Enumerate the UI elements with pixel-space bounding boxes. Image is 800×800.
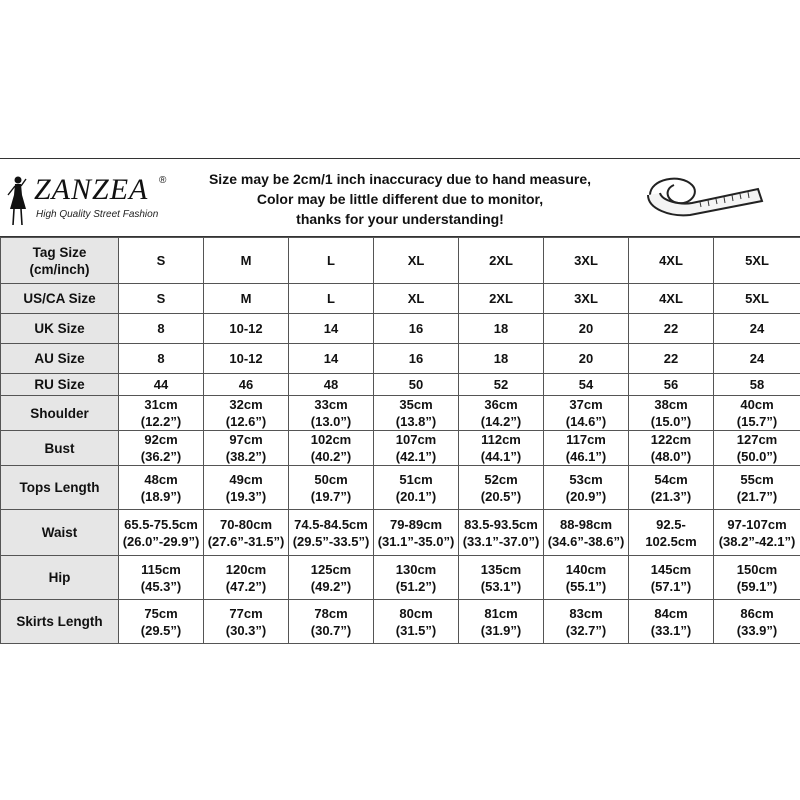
row-header-line: AU Size [34,351,85,366]
cell-line: 75cm [144,605,178,621]
cell-line: 4XL [659,291,683,306]
cell-line: 22 [663,351,679,366]
cell-line: 2XL [489,253,513,268]
cell-line: 125cm [310,561,352,577]
cell-line: (12.6”) [225,414,267,429]
table-cell [374,396,459,431]
table-row [1,284,800,314]
table-cell [204,238,289,284]
cell-line: 107cm [395,432,437,447]
cell-line: 5XL [745,253,769,268]
cell-line: (51.2”) [395,578,437,594]
row-header-line: Waist [41,525,78,540]
table-cell [544,238,629,284]
measurement-notice [190,169,610,229]
cell-line: (40.2”) [310,449,352,464]
table-cell [544,284,629,314]
cell-line: (57.1”) [650,578,692,594]
cell-line: (12.2”) [140,414,182,429]
cell-line: 65.5-75.5cm [124,516,198,532]
cell-line: 18 [493,351,509,366]
cell-line: 74.5-84.5cm [294,516,368,532]
cell-line: (13.0”) [310,414,352,429]
cell-line: (20.1”) [395,488,437,504]
table-cell [374,238,459,284]
cell-line: (47.2”) [225,578,267,594]
cell-line: 18 [493,321,509,336]
cell-line: 140cm [565,561,607,577]
row-header-line: RU Size [34,377,85,392]
row-header [1,466,119,510]
cell-line: 77cm [229,605,263,621]
cell-line: (27.6”-31.5”) [207,533,285,549]
table-cell [714,314,800,344]
cell-line: 130cm [395,561,437,577]
cell-line: 102.5cm [645,533,697,549]
row-header-line: (cm/inch) [29,261,90,277]
registered-mark: ® [159,175,167,186]
table-cell [629,344,714,374]
cell-line: 51cm [399,471,433,487]
size-table [0,237,800,644]
cell-line: 58 [749,377,765,392]
cell-line: 8 [157,351,165,366]
cell-line: 92.5- [656,516,686,532]
table-cell [459,374,544,396]
table-cell [544,600,629,644]
cell-line: (18.9”) [140,488,182,504]
table-cell [289,556,374,600]
row-header-line: Shoulder [30,405,89,421]
cell-line: 115cm [141,561,181,577]
table-cell [459,556,544,600]
cell-line: 40cm [740,397,774,412]
cell-line: (13.8”) [395,414,437,429]
cell-line: 102cm [310,432,352,447]
notice-line: Color may be little different due to monitor, [256,191,544,207]
cell-line: (45.3”) [140,578,182,594]
table-cell [374,374,459,396]
cell-line: 84cm [654,605,688,621]
table-cell [629,238,714,284]
table-cell [459,466,544,510]
table-cell [459,510,544,556]
table-cell [544,344,629,374]
table-cell [459,284,544,314]
table-cell [289,284,374,314]
cell-line: 24 [749,351,765,366]
table-cell [374,466,459,510]
cell-line: (46.1”) [565,449,607,464]
row-header [1,510,119,556]
cell-line: (15.7”) [736,414,778,429]
cell-line: (33.9”) [736,622,778,638]
row-header-line: Bust [44,440,75,456]
cell-line: M [240,291,252,306]
row-header [1,284,119,314]
table-cell [374,344,459,374]
cell-line: 70-80cm [219,516,273,532]
cell-line: 20 [578,321,594,336]
table-row [1,238,800,284]
table-cell [459,396,544,431]
row-header-line: Skirts Length [16,614,103,629]
cell-line: 44 [153,377,169,392]
brand-logo [4,169,184,229]
table-cell [629,314,714,344]
table-cell [629,431,714,466]
cell-line: (33.1”) [650,622,692,638]
row-header-line: US/CA Size [23,291,96,306]
table-cell [119,466,204,510]
table-cell [714,344,800,374]
table-cell [459,238,544,284]
table-cell [629,510,714,556]
row-header-line: Tops Length [19,480,100,495]
table-cell [714,556,800,600]
cell-line: (20.9”) [565,488,607,504]
cell-line: 2XL [489,291,513,306]
cell-line: 48cm [144,471,178,487]
table-cell [629,284,714,314]
table-cell [204,466,289,510]
cell-line: 150cm [736,561,778,577]
cell-line: 3XL [574,291,598,306]
brand-name: ZANZEA [34,173,149,206]
cell-line: 54cm [654,471,688,487]
cell-line: 46 [238,377,254,392]
notice-line: thanks for your understanding! [296,211,504,227]
table-cell [204,344,289,374]
cell-line: 5XL [745,291,769,306]
cell-line: 36cm [484,397,518,412]
cell-line: (29.5”-33.5”) [292,533,370,549]
cell-line: 52 [493,377,509,392]
table-cell [204,600,289,644]
woman-silhouette-icon [4,175,30,227]
row-header [1,314,119,344]
cell-line: 86cm [740,605,774,621]
cell-line: 8 [157,321,165,336]
cell-line: (19.7”) [310,488,352,504]
cell-line: 16 [408,351,424,366]
cell-line: 122cm [650,432,692,447]
cell-line: XL [407,253,425,268]
row-header [1,556,119,600]
table-cell [714,238,800,284]
table-cell [629,374,714,396]
row-header [1,431,119,466]
table-cell [119,396,204,431]
cell-line: 16 [408,321,424,336]
cell-line: (59.1”) [736,578,778,594]
cell-line: (49.2”) [310,578,352,594]
cell-line: 10-12 [229,321,263,336]
cell-line: 92cm [144,432,178,447]
cell-line: 112cm [481,432,521,447]
cell-line: (31.1”-35.0”) [377,533,455,549]
cell-line: XL [407,291,425,306]
table-cell [714,466,800,510]
cell-line: (14.2”) [480,414,522,429]
notice-line: Size may be 2cm/1 inch inaccuracy due to hand measure, [208,171,592,187]
table-cell [289,510,374,556]
cell-line: (14.6”) [565,414,607,429]
table-cell [374,556,459,600]
cell-line: 117cm [566,432,606,447]
row-header [1,344,119,374]
table-cell [119,600,204,644]
table-cell [714,510,800,556]
cell-line: (53.1”) [480,578,522,594]
cell-line: 55cm [740,471,774,487]
cell-line: (29.5”) [140,622,182,638]
table-cell [544,374,629,396]
table-row [1,600,800,644]
table-cell [714,374,800,396]
row-header [1,238,119,284]
table-cell [119,238,204,284]
cell-line: 79-89cm [389,516,443,532]
cell-line: 52cm [484,471,518,487]
table-cell [119,314,204,344]
table-cell [204,431,289,466]
table-cell [289,238,374,284]
table-cell [204,396,289,431]
measuring-tape-icon [640,165,770,233]
cell-line: 31cm [144,397,178,412]
cell-line: 10-12 [229,351,263,366]
row-header-line: Tag Size [32,244,87,260]
table-cell [714,600,800,644]
cell-line: 48 [323,377,339,392]
cell-line: M [240,253,252,268]
table-cell [204,314,289,344]
row-header [1,374,119,396]
table-cell [459,431,544,466]
cell-line: 81cm [484,605,518,621]
cell-line: (19.3”) [225,488,267,504]
table-cell [374,600,459,644]
cell-line: (55.1”) [565,578,607,594]
table-cell [714,396,800,431]
table-cell [459,314,544,344]
cell-line: 33cm [314,397,348,412]
cell-line: (42.1”) [395,449,437,464]
cell-line: 32cm [229,397,263,412]
cell-line: 83.5-93.5cm [464,516,538,532]
table-cell [289,431,374,466]
table-row [1,510,800,556]
table-cell [544,466,629,510]
table-cell [459,344,544,374]
cell-line: (30.7”) [310,622,352,638]
table-cell [119,344,204,374]
table-cell [374,284,459,314]
table-cell [714,284,800,314]
cell-line: (34.6”-38.6”) [547,533,625,549]
table-cell [204,374,289,396]
table-cell [544,556,629,600]
cell-line: (21.3”) [650,488,692,504]
cell-line: L [327,291,335,306]
cell-line: 49cm [229,471,263,487]
cell-line: 14 [323,321,339,336]
cell-line: 120cm [225,561,267,577]
table-cell [374,510,459,556]
table-row [1,466,800,510]
table-cell [459,600,544,644]
cell-line: (50.0”) [736,449,778,464]
table-cell [289,600,374,644]
table-cell [119,374,204,396]
cell-line: 53cm [569,471,603,487]
cell-line: 50 [408,377,424,392]
table-cell [119,284,204,314]
row-header-line: Hip [48,570,71,585]
cell-line: 54 [578,377,594,392]
cell-line: 20 [578,351,594,366]
cell-line: 97cm [229,432,263,447]
cell-line: 4XL [659,253,683,268]
table-cell [374,314,459,344]
cell-line: (44.1”) [480,449,522,464]
cell-line: 88-98cm [559,516,613,532]
cell-line: 35cm [399,397,433,412]
table-row [1,431,800,466]
cell-line: 3XL [574,253,598,268]
row-header [1,600,119,644]
cell-line: (48.0”) [650,449,692,464]
cell-line: 56 [663,377,679,392]
cell-line: (21.7”) [736,488,778,504]
table-row [1,314,800,344]
cell-line: 24 [749,321,765,336]
cell-line: 37cm [569,397,603,412]
table-row [1,344,800,374]
chart-header [0,159,800,237]
cell-line: 97-107cm [727,516,787,532]
cell-line: 50cm [314,471,348,487]
table-cell [119,431,204,466]
cell-line: 135cm [480,561,522,577]
cell-line: 145cm [650,561,692,577]
cell-line: 78cm [314,605,348,621]
table-row [1,396,800,431]
table-cell [289,466,374,510]
cell-line: (31.5”) [395,622,437,638]
cell-line: L [327,253,335,268]
table-cell [629,556,714,600]
cell-line: (38.2”-42.1”) [718,533,796,549]
cell-line: 22 [663,321,679,336]
cell-line: (31.9”) [480,622,522,638]
table-cell [544,396,629,431]
cell-line: (30.3”) [225,622,267,638]
row-header-line: UK Size [34,321,85,336]
cell-line: (38.2”) [225,449,267,464]
cell-line: 127cm [736,432,778,447]
table-cell [289,374,374,396]
table-cell [544,314,629,344]
cell-line: (36.2”) [140,449,182,464]
table-row [1,556,800,600]
cell-line: (32.7”) [565,622,607,638]
table-cell [544,431,629,466]
cell-line: (15.0”) [650,414,692,429]
table-cell [289,314,374,344]
table-cell [204,510,289,556]
table-cell [629,466,714,510]
table-cell [289,396,374,431]
table-cell [289,344,374,374]
cell-line: 38cm [654,397,688,412]
cell-line: S [156,253,166,268]
table-cell [374,431,459,466]
table-cell [204,556,289,600]
table-cell [204,284,289,314]
size-chart [0,158,800,638]
cell-line: (33.1”-37.0”) [462,533,540,549]
cell-line: 83cm [569,605,603,621]
cell-line: S [156,291,166,306]
brand-tagline: High Quality Street Fashion [36,209,159,220]
table-cell [629,396,714,431]
cell-line: 80cm [399,605,433,621]
cell-line: 14 [323,351,339,366]
table-cell [119,556,204,600]
table-cell [544,510,629,556]
table-cell [629,600,714,644]
table-cell [714,431,800,466]
cell-line: (20.5”) [480,488,522,504]
table-cell [119,510,204,556]
cell-line: (26.0”-29.9”) [122,533,200,549]
table-row [1,374,800,396]
row-header [1,396,119,431]
